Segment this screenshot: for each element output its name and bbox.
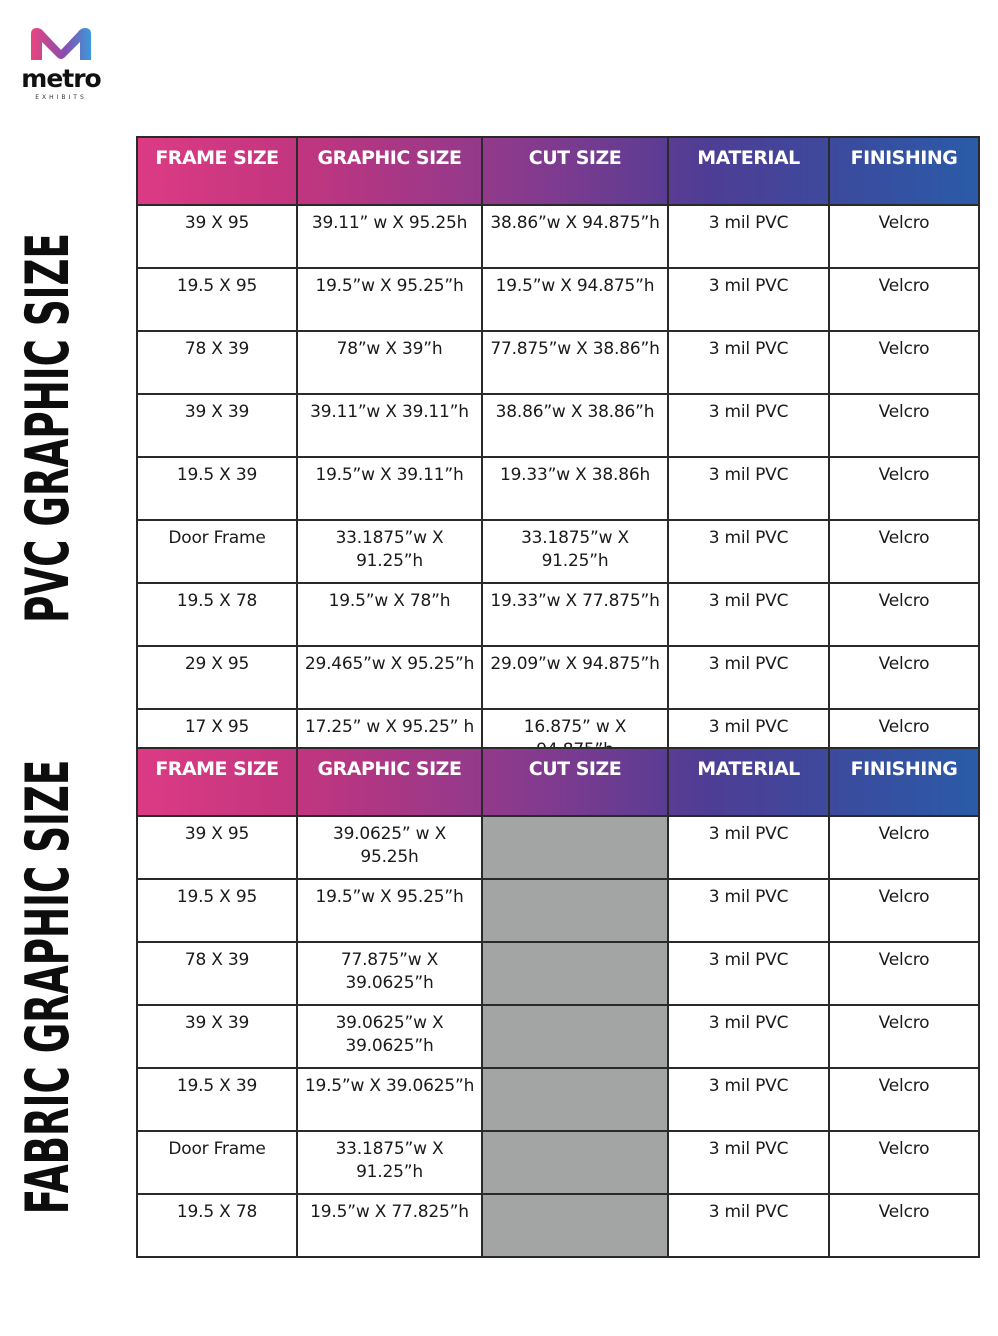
material-cell: 3 mil PVC bbox=[668, 1068, 829, 1131]
frame-size-cell: 39 X 39 bbox=[137, 1005, 297, 1068]
table-row bbox=[137, 942, 979, 1005]
pvc-header-row bbox=[137, 137, 979, 205]
frame-size-cell: 19.5 X 39 bbox=[137, 1068, 297, 1131]
cut-size-cell: 29.09”w X 94.875”h bbox=[482, 646, 668, 709]
header-graphic-size: GRAPHIC SIZE bbox=[297, 137, 482, 205]
header-graphic-size: GRAPHIC SIZE bbox=[297, 748, 482, 816]
material-cell: 3 mil PVC bbox=[668, 394, 829, 457]
cut-size-empty-cell bbox=[482, 816, 668, 879]
graphic-size-cell: 19.5”w X 77.825”h bbox=[297, 1194, 482, 1257]
finishing-cell: Velcro bbox=[829, 268, 979, 331]
finishing-cell: Velcro bbox=[829, 205, 979, 268]
material-cell: 3 mil PVC bbox=[668, 331, 829, 394]
brand-logo bbox=[16, 26, 106, 106]
finishing-cell: Velcro bbox=[829, 1068, 979, 1131]
material-cell: 3 mil PVC bbox=[668, 646, 829, 709]
finishing-cell: Velcro bbox=[829, 1005, 979, 1068]
material-cell: 3 mil PVC bbox=[668, 1194, 829, 1257]
frame-size-cell: 19.5 X 39 bbox=[137, 457, 297, 520]
graphic-size-cell: 29.465”w X 95.25”h bbox=[297, 646, 482, 709]
graphic-size-cell: 17.25” w X 95.25” h bbox=[297, 709, 482, 772]
header-frame-size: FRAME SIZE bbox=[137, 748, 297, 816]
frame-size-cell: Door Frame bbox=[137, 520, 297, 583]
header-cut-size: CUT SIZE bbox=[482, 748, 668, 816]
material-cell: 3 mil PVC bbox=[668, 457, 829, 520]
cut-size-cell: 77.875”w X 38.86”h bbox=[482, 331, 668, 394]
pvc-size-table bbox=[136, 136, 980, 773]
finishing-cell: Velcro bbox=[829, 1131, 979, 1194]
table-row bbox=[137, 646, 979, 709]
fabric-header-row bbox=[137, 748, 979, 816]
table-row bbox=[137, 1131, 979, 1194]
table-row bbox=[137, 457, 979, 520]
cut-size-cell: 38.86”w X 38.86”h bbox=[482, 394, 668, 457]
cut-size-empty-cell bbox=[482, 1131, 668, 1194]
header-material: MATERIAL bbox=[668, 137, 829, 205]
finishing-cell: Velcro bbox=[829, 816, 979, 879]
header-finishing: FINISHING bbox=[829, 137, 979, 205]
cut-size-empty-cell bbox=[482, 942, 668, 1005]
metro-m-icon bbox=[28, 26, 94, 62]
table-row bbox=[137, 205, 979, 268]
header-cut-size: CUT SIZE bbox=[482, 137, 668, 205]
material-cell: 3 mil PVC bbox=[668, 942, 829, 1005]
graphic-size-cell: 33.1875”w X 91.25”h bbox=[297, 1131, 482, 1194]
table-row bbox=[137, 879, 979, 942]
cut-size-cell: 38.86”w X 94.875”h bbox=[482, 205, 668, 268]
table-row bbox=[137, 394, 979, 457]
material-cell: 3 mil PVC bbox=[668, 583, 829, 646]
cut-size-cell: 19.33”w X 77.875”h bbox=[482, 583, 668, 646]
frame-size-cell: 19.5 X 95 bbox=[137, 268, 297, 331]
table-row bbox=[137, 1194, 979, 1257]
frame-size-cell: 19.5 X 78 bbox=[137, 1194, 297, 1257]
graphic-size-cell: 78”w X 39”h bbox=[297, 331, 482, 394]
material-cell: 3 mil PVC bbox=[668, 1131, 829, 1194]
frame-size-cell: 39 X 95 bbox=[137, 205, 297, 268]
graphic-size-cell: 19.5”w X 78”h bbox=[297, 583, 482, 646]
frame-size-cell: 19.5 X 95 bbox=[137, 879, 297, 942]
table-row bbox=[137, 268, 979, 331]
fabric-size-table bbox=[136, 747, 980, 1258]
material-cell: 3 mil PVC bbox=[668, 520, 829, 583]
graphic-size-cell: 39.0625”w X 39.0625”h bbox=[297, 1005, 482, 1068]
header-material: MATERIAL bbox=[668, 748, 829, 816]
graphic-size-cell: 39.11” w X 95.25h bbox=[297, 205, 482, 268]
cut-size-empty-cell bbox=[482, 1068, 668, 1131]
table-row bbox=[137, 1005, 979, 1068]
cut-size-cell: 19.5”w X 94.875”h bbox=[482, 268, 668, 331]
graphic-size-cell: 19.5”w X 39.0625”h bbox=[297, 1068, 482, 1131]
finishing-cell: Velcro bbox=[829, 879, 979, 942]
finishing-cell: Velcro bbox=[829, 709, 979, 772]
cut-size-cell: 16.875” w X 94.875”h bbox=[482, 709, 668, 772]
finishing-cell: Velcro bbox=[829, 520, 979, 583]
fabric-table-body bbox=[137, 816, 979, 1257]
cut-size-empty-cell bbox=[482, 1194, 668, 1257]
table-row bbox=[137, 331, 979, 394]
cut-size-cell: 19.33”w X 38.86h bbox=[482, 457, 668, 520]
finishing-cell: Velcro bbox=[829, 331, 979, 394]
frame-size-cell: 39 X 39 bbox=[137, 394, 297, 457]
cut-size-cell: 33.1875”w X 91.25”h bbox=[482, 520, 668, 583]
pvc-table-body bbox=[137, 205, 979, 772]
material-cell: 3 mil PVC bbox=[668, 879, 829, 942]
table-row bbox=[137, 816, 979, 879]
logo-wordmark: metro bbox=[21, 64, 101, 93]
graphic-size-cell: 19.5”w X 95.25”h bbox=[297, 879, 482, 942]
frame-size-cell: 39 X 95 bbox=[137, 816, 297, 879]
material-cell: 3 mil PVC bbox=[668, 268, 829, 331]
frame-size-cell: 78 X 39 bbox=[137, 331, 297, 394]
graphic-size-cell: 39.11”w X 39.11”h bbox=[297, 394, 482, 457]
table-row bbox=[137, 583, 979, 646]
finishing-cell: Velcro bbox=[829, 583, 979, 646]
finishing-cell: Velcro bbox=[829, 394, 979, 457]
graphic-size-cell: 33.1875”w X 91.25”h bbox=[297, 520, 482, 583]
frame-size-cell: 78 X 39 bbox=[137, 942, 297, 1005]
frame-size-cell: 17 X 95 bbox=[137, 709, 297, 772]
cut-size-empty-cell bbox=[482, 1005, 668, 1068]
frame-size-cell: 29 X 95 bbox=[137, 646, 297, 709]
fabric-section-title: FABRIC GRAPHIC SIZE bbox=[13, 759, 83, 1215]
graphic-size-cell: 19.5”w X 39.11”h bbox=[297, 457, 482, 520]
table-row bbox=[137, 1068, 979, 1131]
header-finishing: FINISHING bbox=[829, 748, 979, 816]
pvc-section-title: PVC GRAPHIC SIZE bbox=[13, 233, 83, 623]
graphic-size-cell: 19.5”w X 95.25”h bbox=[297, 268, 482, 331]
finishing-cell: Velcro bbox=[829, 646, 979, 709]
finishing-cell: Velcro bbox=[829, 1194, 979, 1257]
table-row bbox=[137, 520, 979, 583]
frame-size-cell: 19.5 X 78 bbox=[137, 583, 297, 646]
finishing-cell: Velcro bbox=[829, 942, 979, 1005]
finishing-cell: Velcro bbox=[829, 457, 979, 520]
frame-size-cell: Door Frame bbox=[137, 1131, 297, 1194]
cut-size-empty-cell bbox=[482, 879, 668, 942]
logo-subtitle: EXHIBITS bbox=[35, 94, 87, 101]
material-cell: 3 mil PVC bbox=[668, 709, 829, 772]
material-cell: 3 mil PVC bbox=[668, 816, 829, 879]
material-cell: 3 mil PVC bbox=[668, 205, 829, 268]
graphic-size-cell: 39.0625” w X 95.25h bbox=[297, 816, 482, 879]
graphic-size-cell: 77.875”w X 39.0625”h bbox=[297, 942, 482, 1005]
header-frame-size: FRAME SIZE bbox=[137, 137, 297, 205]
material-cell: 3 mil PVC bbox=[668, 1005, 829, 1068]
